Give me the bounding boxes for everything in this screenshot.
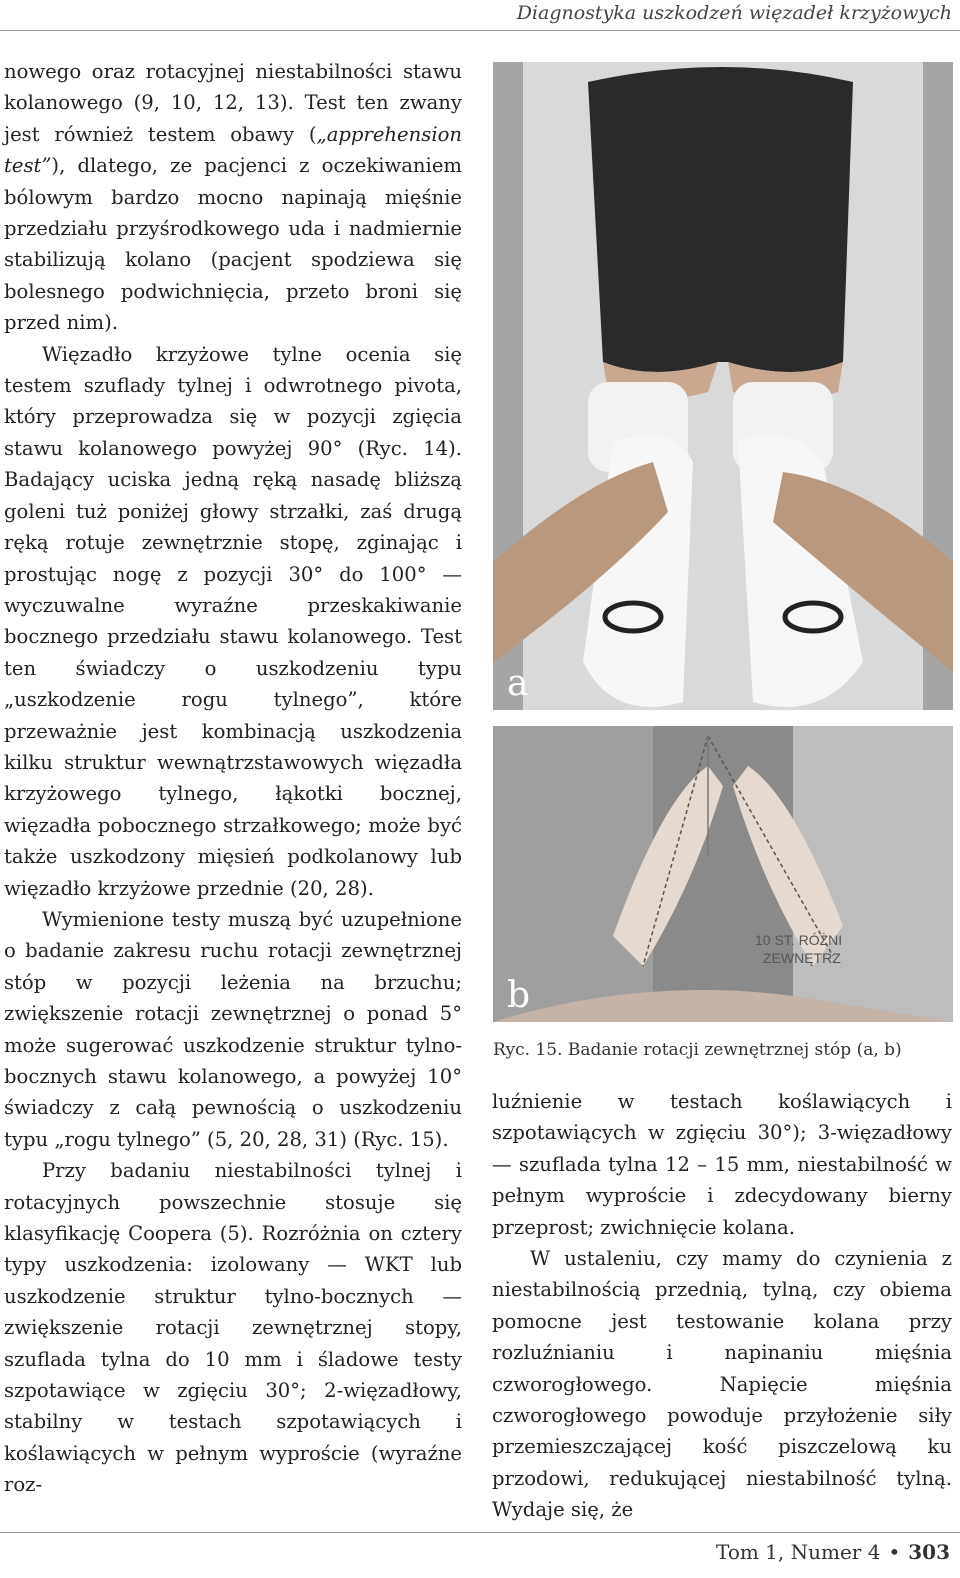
figure-label-b: b [507,975,531,1016]
right-paragraph-2: W ustaleniu, czy mamy do czynienia z niestabilnością przednią, tylną, czy obiema pomocne jest testowanie kolana przy rozluźnianiu i napinaniu mięśnia czworogłowego. Napięcie mięśnia czworogłowego powoduje przyłożenie siły przemieszczającej kość piszczelową ku przodowi, redukującej niestabilność tylną. Wydaje się, że [492,1247,952,1522]
right-paragraph-1: luźnienie w testach koślawiących i szpotawiących w zgięciu 30°); 3-więzadłowy — szuflada tylna 12 – 15 mm, niestabilność w pełnym wyproście i zdecydowany bierny przeprost; zwichnięcie kolana. [492,1090,952,1239]
figure-photo-b [493,726,953,1022]
paragraph-1-end: ), dlatego, ze pacjenci z oczekiwaniem bólowym bardzo mocno napinają mięśnie przedziału przyśrodkowego uda i nadmiernie stabilizują kolano (pacjent spodziewa się bolesnego podwichnięcia, przeto broni się przed nim). [4,154,462,335]
paragraph-1-start: nowego oraz rotacyjnej niestabilności stawu kolanowego (9, 10, 12, 13). Test ten zwany jest również testem obawy ( [4,60,462,146]
running-head: Diagnostyka uszkodzeń więzadeł krzyżowych [516,2,952,24]
footer-volume: Tom 1, Numer 4 [716,1540,881,1564]
figure-label-a: a [507,663,529,704]
paragraph-4: Przy badaniu niestabilności tylnej i rotacyjnych powszechnie stosuje się klasyfikację Coopera (5). Rozróżnia on cztery typy uszkodzenia: izolowany — WKT lub uszkodzenie struktur tylno-bocznych — zwiększenie rotacji zewnętrznej stopy, szuflada tylna do 10 mm i śladowe testy szpotawiące w zgięciu 30°; 2-więzadłowy, stabilny w testach szpotawiących i koślawiących w pełnym wyproście (wyraźne roz- [4,1159,462,1497]
right-column [492,1086,952,1526]
left-column [4,56,462,1501]
paragraph-1 [4,56,462,339]
footer [716,1540,950,1564]
footer-rule [0,1532,960,1533]
figure-caption: Ryc. 15. Badanie rotacji zewnętrznej stóp (a, b) [493,1040,902,1060]
paragraph-1-italic: „apprehension test” [4,122,462,178]
figure-overlay-text-2: ZEWNĘTRZ [763,950,841,966]
figure-overlay-text-1: 10 ST. RÓŻNI [755,932,843,948]
figure-photo-a [493,62,953,710]
paragraph-2: Więzadło krzyżowe tylne ocenia się testem szuflady tylnej i odwrotnego pivota, który przeprowadza się w pozycji zgięcia stawu kolanowego powyżej 90° (Ryc. 14). Badający uciska jedną ręką nasadę bliższą goleni tuż poniżej głowy strzałki, zaś drugą ręką rotuje zewnętrznie stopę, zginając i prostując nogę z pozycji 30° do 100° — wyczuwalne wyraźne przeskakiwanie bocznego przedziału stawu kolanowego. Test ten świadczy o uszkodzeniu typu „uszkodzenie rogu tylnego”, które przeważnie jest kombinacją uszkodzenia kilku struktur wewnątrzstawowych więzadła krzyżowego tylnego, łąkotki bocznej, więzadła pobocznego strzałkowego; może być także uszkodzony mięsień podkolanowy lub więzadło krzyżowe przednie (20, 28). [4,342,462,900]
paragraph-3: Wymienione testy muszą być uzupełnione o badanie zakresu ruchu rotacji zewnętrznej stóp w pozycji leżenia na brzuchu; zwiększenie rotacji zewnętrznej o ponad 5° może sugerować uszkodzenie struktur tylno-bocznych stawu kolanowego, a powyżej 10° świadczy z całą pewnością o uszkodzeniu typu „rogu tylnego” (5, 20, 28, 31) (Ryc. 15). [4,907,462,1151]
header-rule [0,30,960,31]
footer-bullet: • [888,1540,901,1564]
page-number: 303 [908,1540,950,1564]
